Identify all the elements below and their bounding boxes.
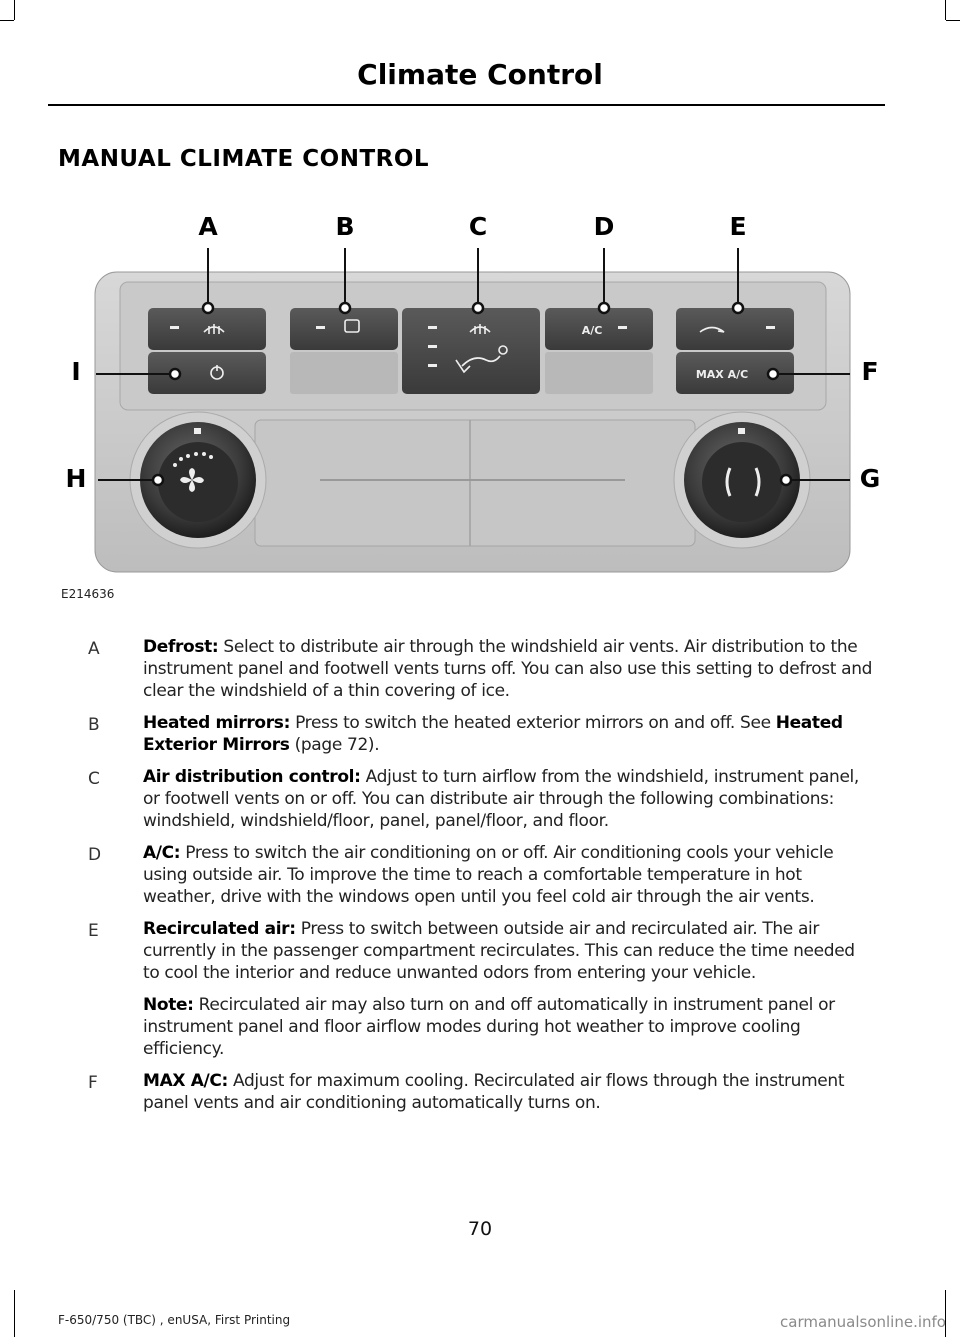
header-rule [48,104,885,106]
page-footer: F-650/750 (TBC) , enUSA, First Printing [58,1313,291,1327]
legend-term: Air distribution control: [143,767,361,787]
air-distribution-button[interactable] [402,308,540,394]
section-title: MANUAL CLIMATE CONTROL [58,146,430,172]
callout-a: A [198,212,218,241]
legend-term: Defrost: [143,637,219,657]
crop-mark [0,20,14,21]
crop-mark [14,1290,15,1337]
callout-e: E [729,212,747,241]
cross-reference-page: (page 72). [289,735,380,755]
cross-reference-link[interactable]: Heated Exterior Mirrors [143,713,843,755]
callout-b: B [335,212,355,241]
climate-control-figure [0,190,960,610]
legend-letter: E [88,921,99,941]
callout-f: F [861,357,879,386]
legend-description: Press to switch between outside air and recirculated air. The air currently in the passenger compartment recirculates. This can reduce the time needed to cool the interior and reduce unwanted odors from entering your vehicle. [143,919,855,983]
page-header-title: Climate Control [357,58,603,91]
legend-item-f [0,1070,960,1114]
legend-text [143,842,875,908]
legend-letter: F [88,1073,98,1093]
legend-list [0,636,960,1124]
legend-text [143,766,875,832]
callout-d: D [593,212,615,241]
crop-mark [946,20,960,21]
note-text: Recirculated air may also turn on and off automatically in instrument panel or instrument panel and floor airflow modes during hot weather to improve cooling efficiency. [143,995,835,1059]
legend-term: Recirculated air: [143,919,296,939]
callout-g: G [859,464,881,493]
legend-letter: A [88,639,100,659]
watermark: carmanualsonline.info [780,1313,946,1331]
callout-i: I [71,357,81,386]
callout-c: C [468,212,488,241]
legend-text [143,712,875,756]
crop-mark [14,0,15,20]
legend-item-c [0,766,960,832]
legend-letter: C [88,769,100,789]
legend-letter: D [88,845,102,865]
legend-item-d [0,842,960,908]
heated-mirror-button[interactable] [290,308,398,350]
legend-term: Heated mirrors: [143,713,291,733]
callout-h: H [65,464,87,493]
ac-button-label: A/C [581,324,603,337]
recirculation-button[interactable] [676,308,794,350]
note-label: Note: [143,995,194,1015]
legend-text [143,636,875,702]
legend-description: Adjust to turn airflow from the windshield, instrument panel, or footwell vents on or off. You can distribute air through the following combinations: windshield, windshield/floor, panel, panel/floor, and floor. [143,767,859,831]
legend-description: Press to switch the heated exterior mirrors on and off. See [290,713,776,733]
legend-text [143,918,875,984]
legend-description: Press to switch the air conditioning on or off. Air conditioning cools your vehicle using outside air. To improve the time to reach a comfortable temperature in hot weather, drive with the windows open until you feel cold air through the air vents. [143,843,834,907]
legend-description: Adjust for maximum cooling. Recirculated air flows through the instrument panel vents and air conditioning automatically turns on. [143,1071,845,1113]
legend-term: MAX A/C: [143,1071,228,1091]
legend-item-b [0,712,960,756]
climate-panel-illustration [0,190,960,610]
figure-id: E214636 [61,587,115,601]
legend-description: Select to distribute air through the windshield air vents. Air distribution to the instrument panel and footwell vents turns off. You can also use this setting to defrost and clear the windshield of a thin covering of ice. [143,637,873,701]
legend-item-e [0,918,960,984]
crop-mark [945,0,946,20]
legend-text [143,1070,875,1114]
page-number: 70 [467,1218,493,1240]
legend-item-a [0,636,960,702]
legend-letter: B [88,715,100,735]
note [143,994,875,1060]
max-ac-button-label: MAX A/C [695,368,749,381]
legend-term: A/C: [143,843,181,863]
